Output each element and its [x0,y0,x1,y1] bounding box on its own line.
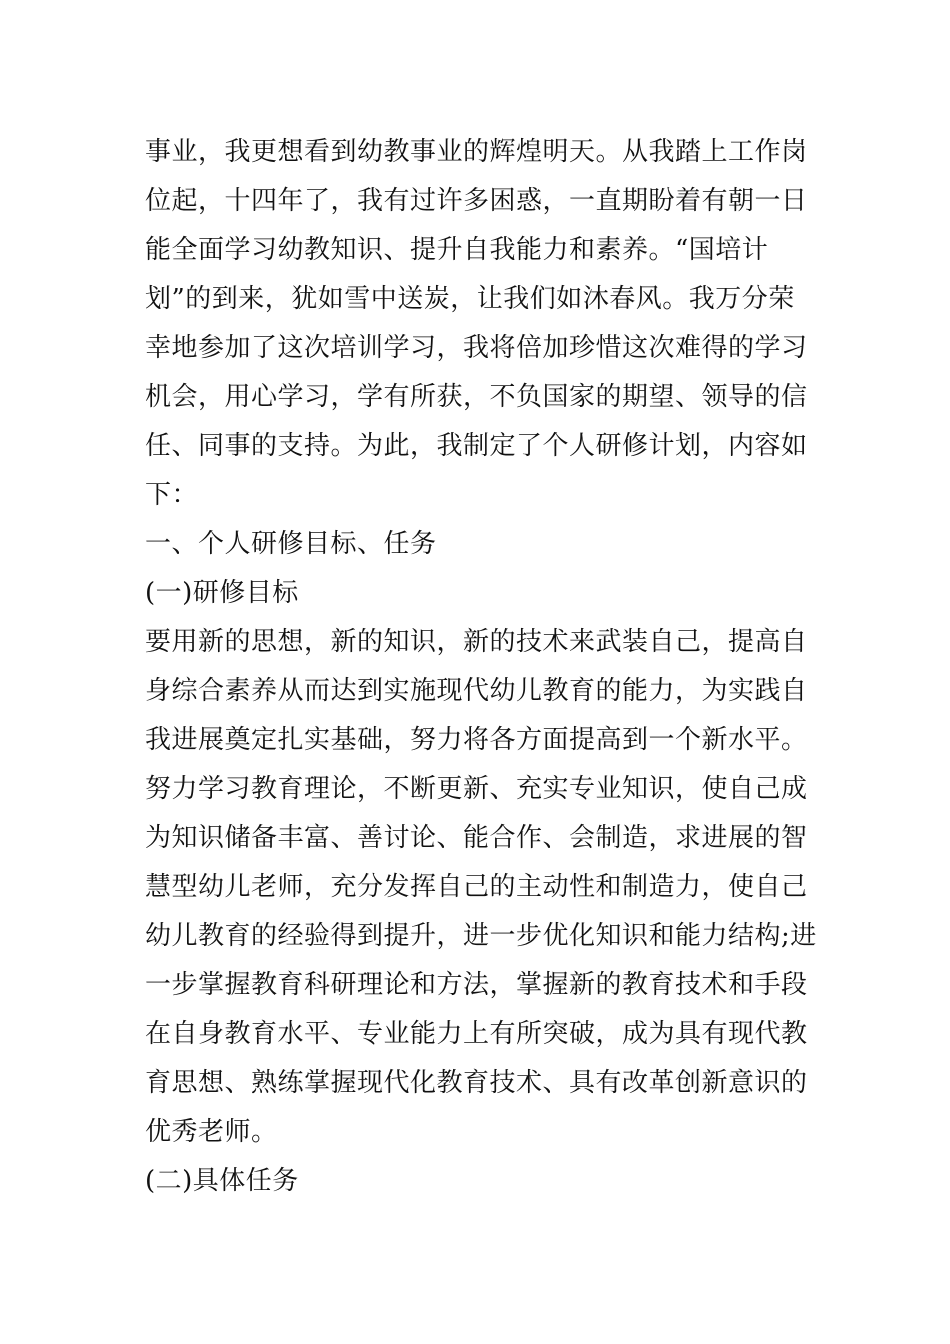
body-text-line: 一步掌握教育科研理论和方法，掌握新的教育技术和手段 [145,970,808,1000]
body-text-line: 下： [145,480,199,510]
body-text-line: 能全面学习幼教知识、提升自我能力和素养。“国培计 [145,235,769,265]
body-text-line: 为知识储备丰富、善讨论、能合作、会制造，求进展的智 [145,823,808,853]
body-text-line: 在自身教育水平、专业能力上有所突破，成为具有现代教 [145,1019,808,1049]
body-text-line: 身综合素养从而达到实施现代幼儿教育的能力，为实践自 [145,676,808,706]
body-text-line: 机会，用心学习，学有所获，不负国家的期望、领导的信 [145,382,808,412]
body-text-line: 优秀老师。 [145,1117,278,1147]
body-text-line: 我进展奠定扎实基础，努力将各方面提高到一个新水平。 [145,725,808,755]
body-text-line: 事业，我更想看到幼教事业的辉煌明天。从我踏上工作岗 [145,137,808,167]
body-text-line: 幼儿教育的经验得到提升，进一步优化知识和能力结构;进 [145,921,817,951]
body-text-line: 划”的到来，犹如雪中送炭，让我们如沐春风。我万分荣 [145,284,795,314]
body-text-line: 慧型幼儿老师，充分发挥自己的主动性和制造力，使自己 [145,872,808,902]
subsection-heading: (二)具体任务 [145,1166,299,1196]
body-text-line: 位起，十四年了，我有过许多困惑，一直期盼着有朝一日 [145,186,808,216]
body-text-line: 要用新的思想，新的知识，新的技术来武装自己，提高自 [145,627,808,657]
body-text-line: 育思想、熟练掌握现代化教育技术、具有改革创新意识的 [145,1068,808,1098]
body-text-line: 任、同事的支持。为此，我制定了个人研修计划，内容如 [145,431,808,461]
body-text-line: 努力学习教育理论，不断更新、充实专业知识，使自己成 [145,774,808,804]
body-text-line: 幸地参加了这次培训学习，我将倍加珍惜这次难得的学习 [145,333,808,363]
section-heading: 一、个人研修目标、任务 [145,529,437,559]
subsection-heading: (一)研修目标 [145,578,299,608]
document-body [145,128,815,1206]
